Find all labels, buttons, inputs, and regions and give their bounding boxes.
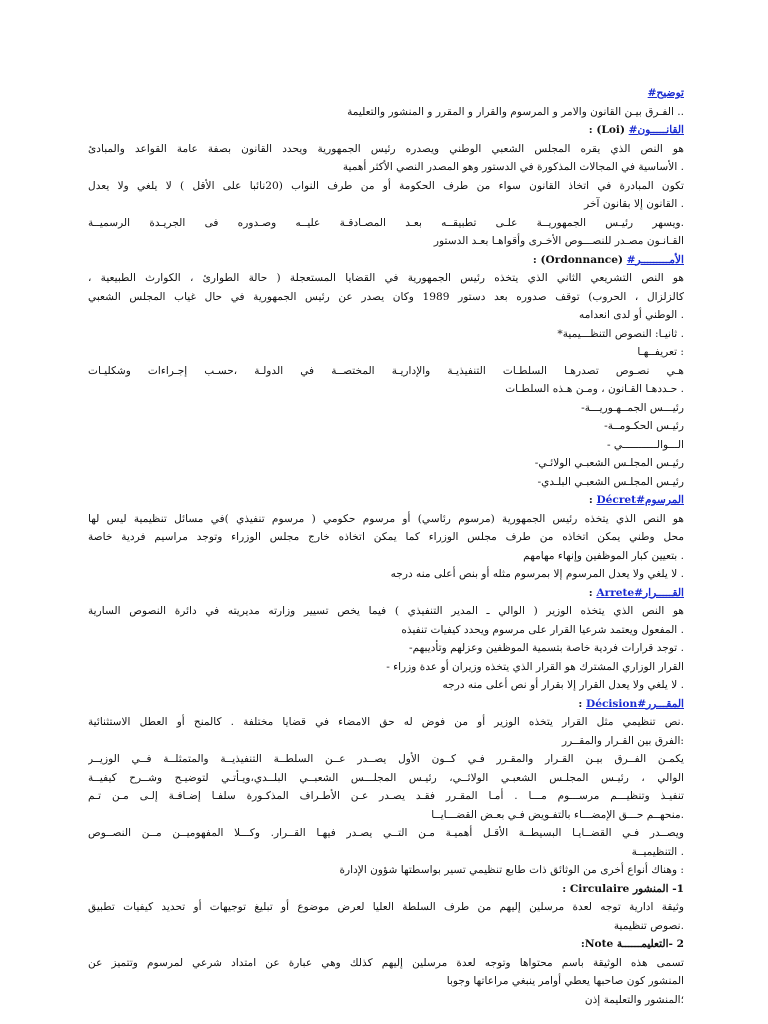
- line-text: هو النص الذي يقره المجلس الشعبي الوطني ويصدره رئيس الجمهورية ويحدد القانون بصفة عامة القواعد والمبادئ: [88, 142, 684, 155]
- line-text: يكمـن الفــرق بيـن القـرار والمقـرر فـي كــون الأول يصــدر عــن السلطــة التنفيذيــة والمتمثلــة فــي الوزيــر: [88, 753, 684, 765]
- line-text: القـانـون مصـدر للنصـــوص الأخـرى وأقواهـا بعـد الدستور: [433, 235, 684, 247]
- line-text: كالزلزال ، الحروب) توقف صدوره بعد دستور 1989 وكان يصدر عن رئيس الجمهورية في حال غياب المجلس الشعبي: [88, 290, 684, 303]
- heading-label: 2 -التعليمــــــة Note:: [580, 938, 684, 950]
- bookmark-link: [88, 84, 684, 103]
- line-text: الـــوالـــــــــــي -: [606, 438, 684, 451]
- line-text: .ويسهر رئيـس الجمهوريــة علـى تطبيقــه بعـد المصـادقـة عليــه وصـدوره فى الجريـدة الرسميــة: [88, 216, 684, 229]
- line-text: ؛المنشور والتعليمة إذن: [584, 993, 684, 1006]
- line-text: . بتعيين كبار الموظفين وإنهاء مهامهم: [523, 549, 684, 562]
- text-line: [88, 214, 684, 233]
- line-text: المنشور كون صاحبها يعطي أوامر ينبغي مراعاتها وجوبا: [446, 975, 684, 987]
- line-text: . الأساسية في المجالات المذكورة في الدستور وهو المصدر النصي الأكثر أهمية: [342, 161, 684, 173]
- text-line: [88, 972, 684, 991]
- text-line: [88, 417, 684, 436]
- text-line: [88, 787, 684, 806]
- line-text: . توجد قرارات فردية خاصة بتسمية الموظفين وعزلهم وتأديبهم-: [409, 642, 684, 654]
- line-text: هو النص التشريعي الثاني الذي يتخذه رئيس الجمهورية في القضايا المستعجلة ( حالة الطوارئ ، الكوارث الطبيعية ،: [88, 272, 684, 284]
- text-line: [88, 658, 684, 677]
- heading-label: :: [578, 697, 587, 710]
- text-line: [88, 861, 684, 880]
- heading-link[interactable]: القـــــرار#Arrete: [596, 586, 684, 599]
- line-text: القرار الوزاري المشترك هو القرار الذي يتخذه وزيران أو عدة وزراء -: [386, 660, 684, 673]
- text-line: [88, 639, 684, 658]
- line-text: .. الفـرق بيـن القانون والامر و المرسوم والقرار و المقرر و المنشور والتعليمة: [347, 105, 684, 118]
- text-line: [88, 436, 684, 455]
- line-text: تسمى هذه الوثيقة باسم محتواها وتوجه لعدة مرسلين إليهم كذلك وهي عبارة عن امتداد شرعي لمرسوم وتتميز عن: [88, 956, 684, 969]
- text-line: [88, 824, 684, 843]
- line-text: ويصــدر فـي القضــايـا البسيطــة الأقـل أهميـة مـن التــي يصـدر فيهـا القــرار. وكـــلا المفهوميــن مــن النصــوص: [88, 827, 684, 839]
- line-text: . حـددهـا القـانون ، ومـن هـذه السلطـات: [505, 383, 684, 395]
- text-line: [88, 565, 684, 584]
- text-line: [88, 399, 684, 418]
- text-line: [88, 732, 684, 751]
- text-line: [88, 306, 684, 325]
- text-line: [88, 362, 684, 381]
- text-line: [88, 843, 684, 862]
- text-line: [88, 602, 684, 621]
- text-line: [88, 380, 684, 399]
- section-heading: [88, 251, 684, 270]
- text-line: [88, 158, 684, 177]
- heading-label: (Loi) :: [588, 124, 629, 136]
- text-line: [88, 232, 684, 251]
- text-line: [88, 473, 684, 492]
- line-text: هو النص الذي يتخذه الوزير ( الوالي ـ المدير التنفيذي ) فيما يخص تسيير وزارته مديريته في دائرة النصوص السارية: [88, 605, 684, 617]
- line-text: : تعريفــهـا: [637, 346, 684, 358]
- line-text: تنفيـذ وتنظيـــم مرســـوم مـــا . أمـا المقـرر فقـد يصـدر عـن الأطـراف المذكـورة سلفـا إضـافـة إلـى مـن تـم: [88, 790, 684, 802]
- line-text: رئيـــس الجمــهـوريـــة-: [581, 401, 684, 414]
- heading-label: 1- المنشور Circulaire :: [562, 882, 684, 895]
- line-text: . المفعول ويعتمد شرعيا القرار على مرسوم ويحدد كيفيات تنفيذه: [401, 623, 684, 636]
- line-text: هـي نصـوص تصدرهـا السلطـات التنفيذيـة والإداريـة المختصــة في الدولـة ،حسـب إجـراءات وشكليـات: [88, 364, 684, 377]
- text-line: [88, 750, 684, 769]
- line-text: . الوطني أو لدى انعدامه: [579, 309, 684, 321]
- section-heading: [88, 491, 684, 510]
- heading-label: :: [588, 494, 597, 506]
- line-text: .نصوص تنظيمية: [613, 919, 684, 932]
- heading-link[interactable]: المقـــرر#Décision: [586, 697, 684, 710]
- line-text: محل وطني يمكن اتخاذه من طرف مجلس الوزراء كما يمكن اتخاذه خارج مجلس الوزراء وتوجد مراسيم فردية خاصة: [88, 531, 684, 543]
- text-line: [88, 528, 684, 547]
- line-text: رئيـس المجلـس الشعبـي البلـدي-: [537, 475, 684, 488]
- line-text: هو النص الذي يتخذه رئيس الجمهورية (مرسوم رئاسي) أو مرسوم حكومي ( مرسوم تنفيذي )في مسائل تنظيمية ليس لها: [88, 512, 684, 525]
- line-text: . لا يلغي ولا يعدل المرسوم إلا بمرسوم مثله أو بنص أعلى منه درجه: [390, 568, 684, 580]
- line-text: .نص تنظيمي مثل القرار يتخذه الوزير أو من فوض له حق الامضاء في قضايا مختلفة . كالمنح أو العطل الاستثنائية: [88, 716, 684, 728]
- line-text: . لا يلغي ولا يعدل القرار إلا بقرار أو نص أعلى منه درجه: [442, 679, 684, 691]
- line-text: : وهناك أنواع أخرى من الوثائق ذات طابع تنظيمي تسير بواسطتها شؤون الإدارة: [339, 864, 684, 876]
- heading-label: (Ordonnance) :: [532, 253, 627, 266]
- line-text: رئيـس الحكـومــة-: [604, 420, 684, 432]
- heading-link[interactable]: توضيح#: [647, 87, 684, 99]
- text-line: [88, 454, 684, 473]
- document-body: [88, 84, 684, 1009]
- text-line: [88, 103, 684, 122]
- text-line: [88, 325, 684, 344]
- text-line: [88, 991, 684, 1010]
- section-heading: [88, 935, 684, 954]
- section-heading: [88, 695, 684, 714]
- text-line: [88, 343, 684, 362]
- heading-link[interactable]: المرسوم#Décret: [596, 494, 684, 506]
- line-text: الوالي ، رئيـس المجلـس الشعبـي الولائــي، رئيـس المجلـــس الشعبــي البلــدي،ويـأتـي لتوضيـح وشــرح كيفيــة: [88, 771, 684, 784]
- line-text: تكون المبادرة في اتخاذ القانون سواء من طرف الحكومة أو من طرف النواب (20نائبا على الأقل ) لا يلغي ولا يعدل: [88, 179, 684, 192]
- heading-label: :: [588, 586, 597, 599]
- text-line: [88, 177, 684, 196]
- line-text: رئيـس المجلـس الشعبـي الولائـي-: [534, 457, 684, 469]
- section-heading: [88, 584, 684, 603]
- section-heading: [88, 121, 684, 140]
- text-line: [88, 806, 684, 825]
- line-text: . القانون إلا بقانون آخر: [584, 198, 684, 210]
- line-text: .منحهــم حـــق الإمضـــاء بالتفـويض فـي بعـض القضـــايــا: [431, 808, 684, 821]
- text-line: [88, 954, 684, 973]
- section-heading: [88, 880, 684, 899]
- text-line: [88, 917, 684, 936]
- text-line: [88, 547, 684, 566]
- heading-link[interactable]: القانـــــون#: [628, 124, 684, 136]
- text-line: [88, 898, 684, 917]
- text-line: [88, 621, 684, 640]
- text-line: [88, 288, 684, 307]
- text-line: [88, 269, 684, 288]
- line-text: :الفرق بين القـرار والمقــرر: [562, 734, 684, 747]
- text-line: [88, 676, 684, 695]
- line-text: وثيقة ادارية توجه لعدة مرسلين إليهم من طرف السلطة العليا لعرض موضوع أو تبليغ توجيهات أو تحديد كيفيات تطبيق: [88, 901, 684, 913]
- text-line: [88, 510, 684, 529]
- text-line: [88, 140, 684, 159]
- text-line: [88, 713, 684, 732]
- line-text: . ثانيـا: النصوص التنظـــيمية*: [557, 327, 684, 340]
- line-text: . التنظيميــة: [631, 845, 684, 858]
- heading-link[interactable]: الأمـــــــــر#: [626, 253, 684, 266]
- text-line: [88, 195, 684, 214]
- text-line: [88, 769, 684, 788]
